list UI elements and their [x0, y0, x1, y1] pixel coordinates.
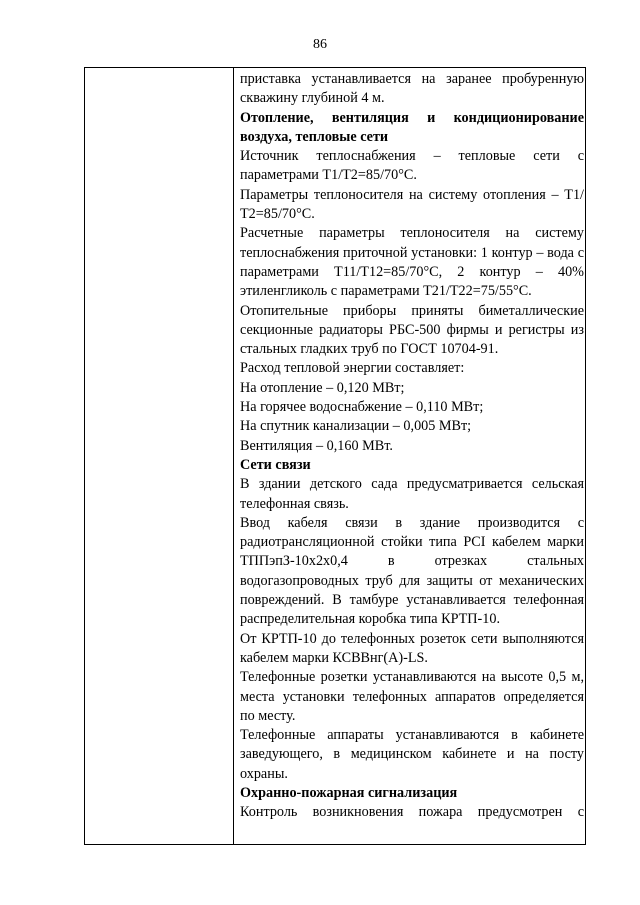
- paragraph-phone-locations: Телефонные аппараты устанавливаются в кабинете заведующего, в медицинском кабинете и на посту охраны.: [240, 727, 584, 782]
- table-right-column: [240, 70, 584, 823]
- document-table: [84, 67, 586, 845]
- paragraph-heating-load: На отопление – 0,120 МВт;: [240, 379, 405, 396]
- table-left-column: [85, 68, 234, 844]
- paragraph-sewer-load: На спутник канализации – 0,005 МВт;: [240, 418, 472, 435]
- paragraph-phone-service: В здании детского сада предусматривается сельская телефонная связь.: [240, 476, 584, 512]
- paragraph-socket-height: Телефонные розетки устанавливаются на высоте 0,5 м, места установки телефонных аппаратов определяется по месту.: [240, 669, 584, 724]
- paragraph-drilling: приставка устанавливается на заранее пробуренную скважину глубиной 4 м.: [240, 71, 584, 107]
- paragraph-cable-brand: От КРТП-10 до телефонных розеток сети выполняются кабелем марки КСВВнг(А)-LS.: [240, 630, 584, 666]
- paragraph-fire-control: Контроль возникновения пожара предусмотрен с: [240, 804, 584, 821]
- page-number: 86: [313, 37, 327, 52]
- paragraph-design-params: Расчетные параметры теплоносителя на систему теплоснабжения приточной установки: 1 контур – вода с параметрами Т11/Т12=85/70°С, 2 контур – 40% этиленгликоль с параметрами Т21/Т22=75/55°С.: [240, 225, 584, 300]
- paragraph-heat-source: Источник теплоснабжения – тепловые сети с параметрами Т1/Т2=85/70°С.: [240, 148, 584, 184]
- paragraph-heating-devices: Отопительные приборы приняты биметаллические секционные радиаторы РБС-500 фирмы и регистры из стальных гладких труб по ГОСТ 10704-91.: [240, 302, 584, 358]
- paragraph-hot-water-load: На горячее водоснабжение – 0,110 МВт;: [240, 399, 484, 416]
- paragraph-coolant-params: Параметры теплоносителя на систему отопления – Т1/Т2=85/70°С.: [240, 186, 584, 223]
- paragraph-cable-entry: Ввод кабеля связи в здание производится с радиотрансляционной стойки типа PCI кабелем марки ТППэпЗ-10х2х0,4 в отрезках стальных водогазопроводных труб для защиты от механических повреждений. В тамбуре устанавливается телефонная распределительная коробка типа КРТП-10.: [240, 514, 584, 628]
- heading-heating-ventilation: Отопление, вентиляция и кондиционирование воздуха, тепловые сети: [240, 109, 584, 145]
- heading-fire-alarm: Охранно-пожарная сигнализация: [240, 784, 458, 801]
- paragraph-ventilation-load: Вентиляция – 0,160 МВт.: [240, 437, 393, 454]
- paragraph-heat-consumption: Расход тепловой энергии составляет:: [240, 360, 465, 377]
- heading-communications: Сети связи: [240, 456, 311, 473]
